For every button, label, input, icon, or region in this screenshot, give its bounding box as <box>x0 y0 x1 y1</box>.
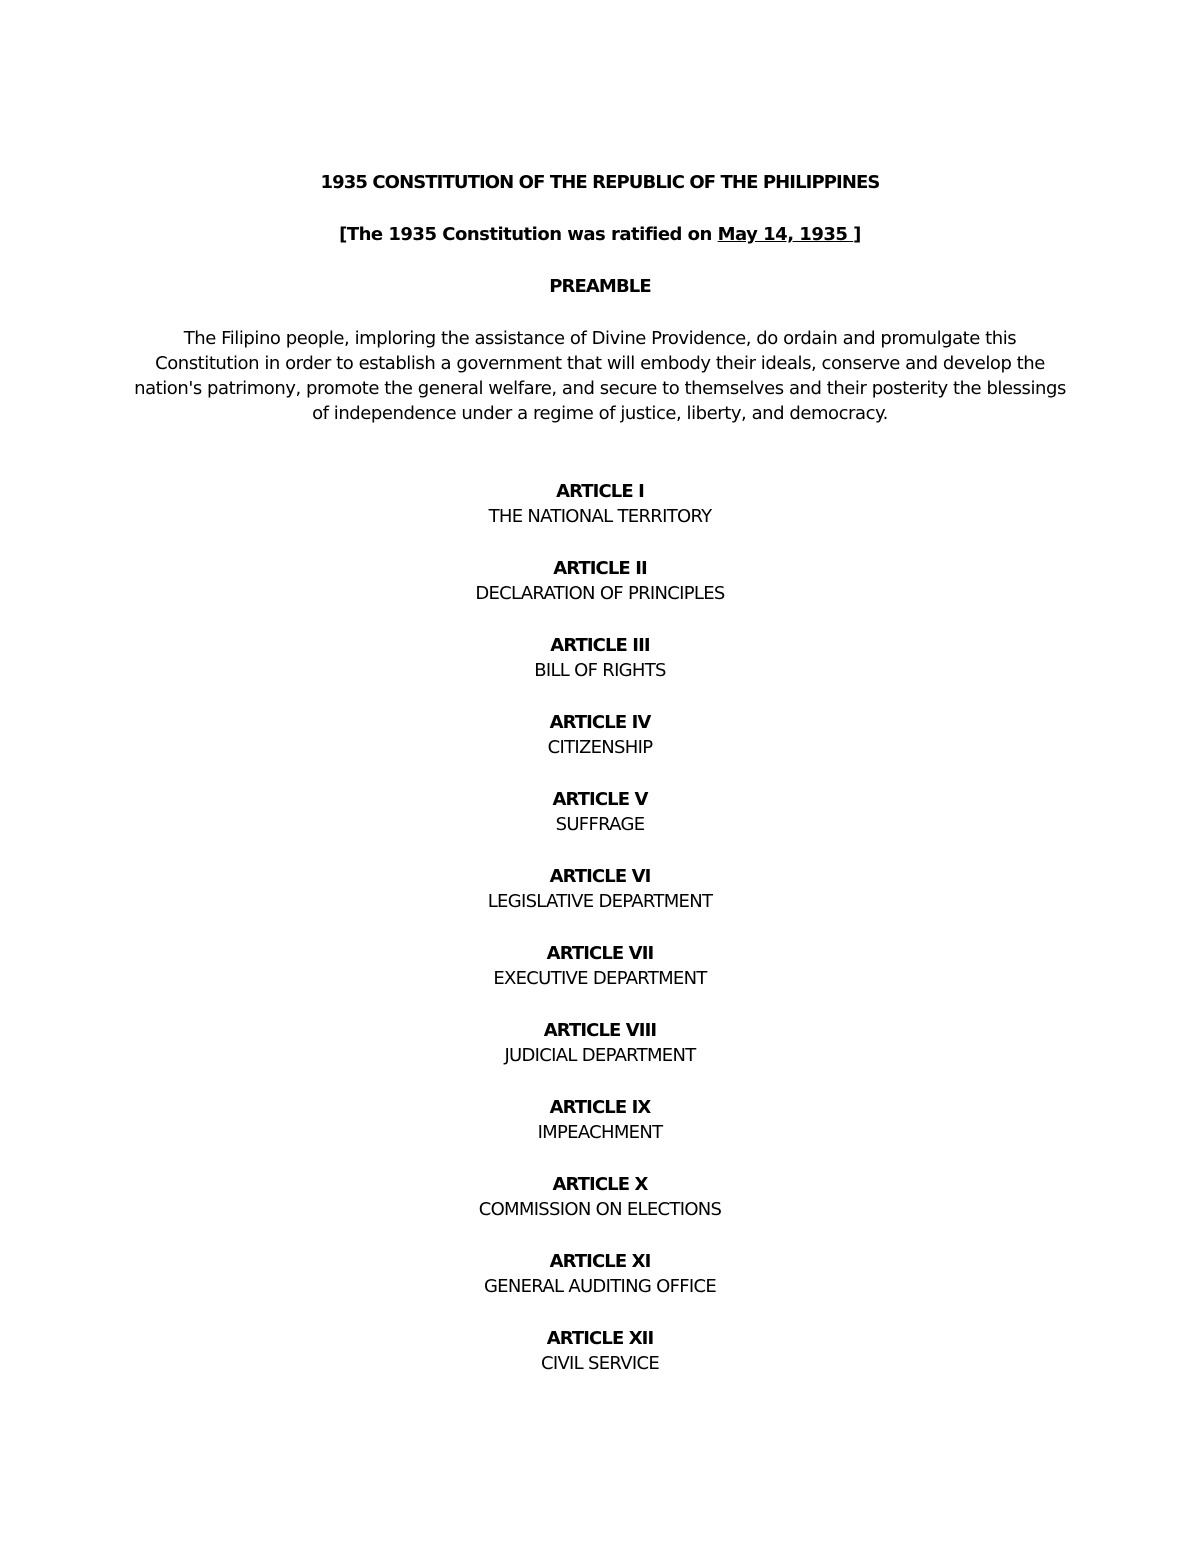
article-number: ARTICLE XII <box>546 1328 654 1349</box>
article-item <box>0 1249 1200 1326</box>
ratification-prefix: [The 1935 Constitution was ratified on <box>339 224 718 245</box>
article-number: ARTICLE XI <box>549 1251 651 1272</box>
article-item <box>0 1326 1200 1403</box>
article-item <box>0 710 1200 787</box>
article-item <box>0 787 1200 864</box>
preamble-text: The Filipino people, imploring the assistance of Divine Providence, do ordain and promulgate this Constitution in order to establish a government that will embody their ideals, conserve and develop the nation's patrimony, promote the general welfare, and secure to themselves and their posterity the blessings of independence under a regime of justice, liberty, and democracy. <box>134 328 1066 424</box>
article-number: ARTICLE IX <box>549 1097 651 1118</box>
article-title: IMPEACHMENT <box>537 1122 663 1143</box>
article-item <box>0 864 1200 941</box>
article-title: CIVIL SERVICE <box>540 1353 660 1374</box>
document-title: 1935 CONSTITUTION OF THE REPUBLIC OF THE PHILIPPINES <box>320 172 880 193</box>
article-list <box>0 479 1200 1403</box>
preamble-heading: PREAMBLE <box>549 276 651 297</box>
article-number: ARTICLE I <box>556 481 644 502</box>
article-item <box>0 941 1200 1018</box>
article-title: EXECUTIVE DEPARTMENT <box>493 968 707 989</box>
article-title: THE NATIONAL TERRITORY <box>488 506 712 527</box>
article-item <box>0 1018 1200 1095</box>
article-title: LEGISLATIVE DEPARTMENT <box>487 891 713 912</box>
article-item <box>0 556 1200 633</box>
article-number: ARTICLE X <box>552 1174 648 1195</box>
article-number: ARTICLE III <box>550 635 650 656</box>
article-item <box>0 633 1200 710</box>
article-title: BILL OF RIGHTS <box>534 660 666 681</box>
article-item <box>0 479 1200 556</box>
ratification-suffix: ] <box>853 224 861 245</box>
article-item <box>0 1095 1200 1172</box>
article-title: DECLARATION OF PRINCIPLES <box>475 583 725 604</box>
article-number: ARTICLE VI <box>549 866 651 887</box>
ratification-note <box>0 222 1200 248</box>
article-title: GENERAL AUDITING OFFICE <box>483 1276 717 1297</box>
article-title: SUFFRAGE <box>555 814 645 835</box>
article-item <box>0 1172 1200 1249</box>
ratification-date: May 14, 1935 <box>717 224 854 245</box>
article-number: ARTICLE V <box>552 789 648 810</box>
article-number: ARTICLE IV <box>549 712 651 733</box>
article-number: ARTICLE II <box>553 558 647 579</box>
article-number: ARTICLE VIII <box>543 1020 657 1041</box>
article-title: CITIZENSHIP <box>547 737 653 758</box>
article-title: COMMISSION ON ELECTIONS <box>478 1199 722 1220</box>
article-title: JUDICIAL DEPARTMENT <box>504 1045 696 1066</box>
article-number: ARTICLE VII <box>546 943 654 964</box>
